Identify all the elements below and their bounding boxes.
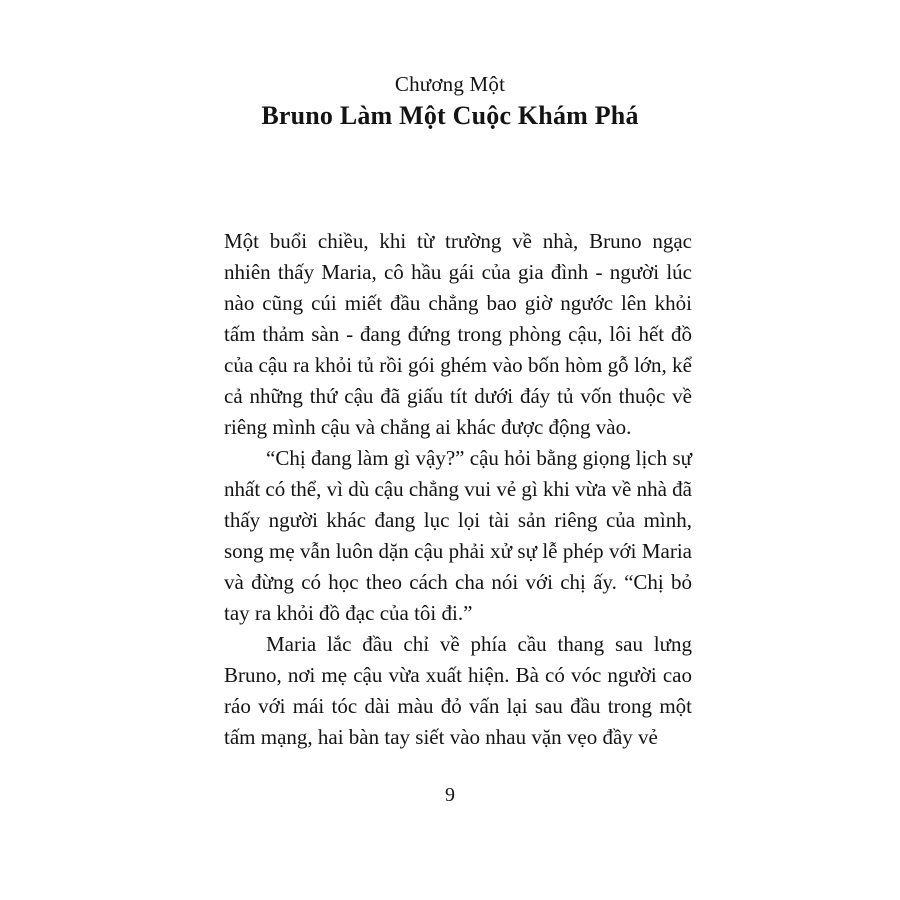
page-number: 9: [445, 784, 455, 806]
chapter-label: Chương Một: [394, 72, 506, 96]
paragraph-3: Maria lắc đầu chỉ về phía cầu thang sau lưng Bruno, nơi mẹ cậu vừa xuất hiện. Bà có vóc người cao ráo với mái tóc dài màu đỏ vấn lại sau đầu trong một tấm mạng, hai bàn tay siết vào nhau vặn vẹo đầy vẻ: [224, 632, 692, 749]
paragraph-2: “Chị đang làm gì vậy?” cậu hỏi bằng giọng lịch sự nhất có thể, vì dù cậu chẳng vui vẻ gì khi vừa về nhà đã thấy người khác đang lục lọi tài sản riêng của mình, song mẹ vẫn luôn dặn cậu phải xử sự lễ phép với Maria và đừng có học theo cách cha nói với chị ấy. “Chị bỏ tay ra khỏi đồ đạc của tôi đi.”: [224, 446, 692, 625]
chapter-title: Bruno Làm Một Cuộc Khám Phá: [261, 101, 639, 130]
body-text: [224, 226, 692, 753]
paragraph-1: Một buổi chiều, khi từ trường về nhà, Bruno ngạc nhiên thấy Maria, cô hầu gái của gia đình - người lúc nào cũng cúi miết đầu chẳng bao giờ ngước lên khỏi tấm thảm sàn - đang đứng trong phòng cậu, lôi hết đồ của cậu ra khỏi tủ rồi gói ghém vào bốn hòm gỗ lớn, kể cả những thứ cậu đã giấu tít dưới đáy tủ vốn thuộc về riêng mình cậu và chẳng ai khác được động vào.: [224, 229, 692, 439]
